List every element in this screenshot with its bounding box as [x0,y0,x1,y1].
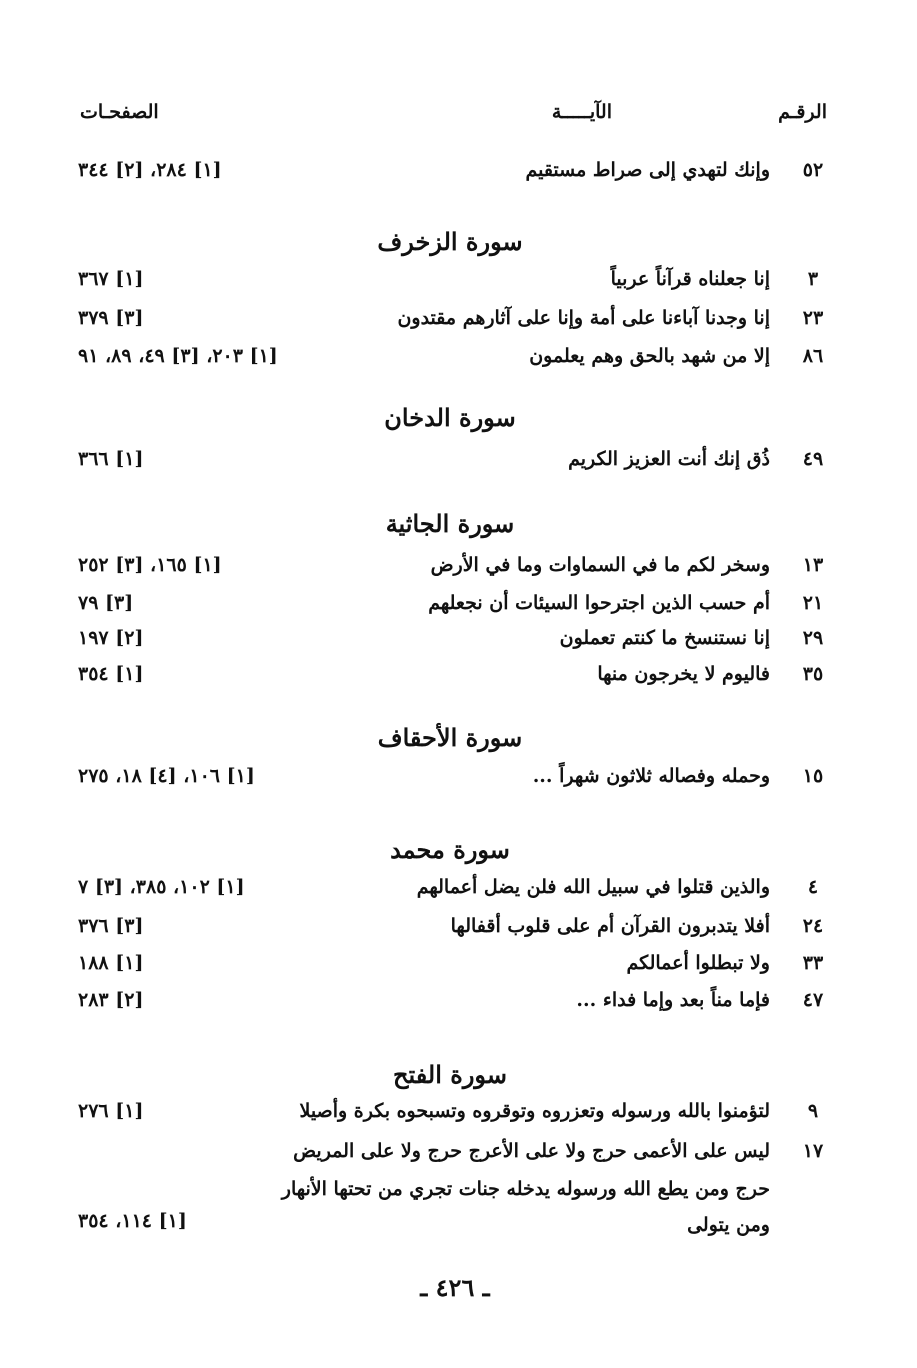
page-references: [١] ٢٨٤، [٢] ٣٤٤ [78,159,222,181]
ayah-number: ٢٣ [802,307,824,329]
column-header-pages: الصفحـات [80,101,159,123]
page-references: [٣] ٣٧٩ [78,307,144,329]
ayah-text: فإما مناً بعد وإما فداء ... [576,989,770,1011]
index-row [70,262,830,296]
page-references: [١] ١٠٦، [٤] ١٨، ٢٧٥ [78,765,255,787]
ayah-text: وسخر لكم ما في السماوات وما في الأرض [430,554,770,576]
index-row [70,1094,830,1128]
ayah-text: إنا جعلناه قرآناً عربياً [610,268,770,290]
index-row [70,657,830,691]
page-references: [١] ١٨٨ [78,952,144,974]
ayah-number: ٤ [807,876,819,898]
ayah-text: إلا من شهد بالحق وهم يعلمون [529,345,770,367]
ayah-number: ٢٤ [802,915,824,937]
page-number: ـ ٤٢٦ ـ [420,1273,490,1302]
surah-heading-jathiya: سورة الجاثية [385,509,515,538]
ayah-text: والذين قتلوا في سبيل الله فلن يضل أعمالهم [416,876,770,898]
ayah-number: ١٥ [802,765,824,787]
page-references: [١] ٣٦٧ [78,268,144,290]
ayah-text-line-1: ليس على الأعمى حرج ولا على الأعرج حرج ولا على المريض [293,1140,770,1162]
ayah-text: إنا وجدنا آباءنا على أمة وإنا على آثارهم مقتدون [397,307,770,329]
index-row [70,1134,830,1244]
index-row [70,909,830,943]
ayah-number: ٢١ [802,592,824,614]
index-row [70,870,830,904]
surah-heading-fath: سورة الفتح [393,1060,507,1089]
ayah-text: إنا نستنسخ ما كنتم تعملون [559,627,770,649]
ayah-number: ٥٢ [802,159,824,181]
page-references: [١] ٣٦٦ [78,448,144,470]
ayah-number: ٢٩ [802,627,824,649]
surah-heading-ahqaf: سورة الأحقاف [377,723,523,752]
ayah-text: ذُق إنك أنت العزيز الكريم [568,448,770,470]
column-header-ayah: الآيـــــة [551,101,612,123]
index-row [70,759,830,793]
page-references: [٣] ٣٧٦ [78,915,144,937]
page-references: [١] ٢٠٣، [٣] ٤٩، ٨٩، ٩١ [78,345,278,367]
index-row [70,153,830,187]
ayah-number: ٤٩ [802,448,824,470]
surah-heading-dukhan: سورة الدخان [384,403,516,432]
ayah-number: ٣ [807,268,819,290]
ayah-number: ١٣ [802,554,824,576]
ayah-text-line-3: ومن يتولى [687,1214,770,1236]
page-references: [٣] ٧٩ [78,592,134,614]
index-row [70,586,830,620]
surah-heading-zukhruf: سورة الزخرف [377,227,523,256]
page-references: [٢] ٢٨٣ [78,989,144,1011]
ayah-number: ٩ [807,1100,819,1122]
ayah-number: ٣٣ [802,952,824,974]
index-row [70,548,830,582]
ayah-text: لتؤمنوا بالله ورسوله وتعزروه وتوقروه وتسبحوه بكرة وأصيلا [299,1100,770,1122]
ayah-number: ٤٧ [802,989,824,1011]
ayah-number: ٣٥ [802,663,824,685]
index-row [70,621,830,655]
column-header-number: الرقـم [778,101,827,123]
index-row [70,946,830,980]
page-references: [١] ١١٤، ٣٥٤ [78,1210,187,1232]
ayah-text: أفلا يتدبرون القرآن أم على قلوب أقفالها [450,915,770,937]
index-row [70,983,830,1017]
page-references: [١] ٣٥٤ [78,663,144,685]
index-row [70,442,830,476]
ayah-text-line-2: حرج ومن يطع الله ورسوله يدخله جنات تجري من تحتها الأنهار [281,1178,770,1200]
ayah-text: أم حسب الذين اجترحوا السيئات أن نجعلهم [428,592,770,614]
page-references: [١] ٢٧٦ [78,1100,144,1122]
surah-heading-muhammad: سورة محمد [390,835,510,864]
ayah-text: وإنك لتهدي إلى صراط مستقيم [525,159,770,181]
page-references: [٢] ١٩٧ [78,627,144,649]
index-row [70,339,830,373]
index-row [70,301,830,335]
ayah-text: فاليوم لا يخرجون منها [597,663,770,685]
ayah-text: ولا تبطلوا أعمالكم [626,952,770,974]
ayah-number: ١٧ [802,1140,824,1162]
page-references: [١] ١٦٥، [٣] ٢٥٢ [78,554,222,576]
page-references: [١] ١٠٢، ٣٨٥، [٣] ٧ [78,876,245,898]
ayah-text: وحمله وفصاله ثلاثون شهراً ... [532,765,770,787]
ayah-number: ٨٦ [802,345,824,367]
